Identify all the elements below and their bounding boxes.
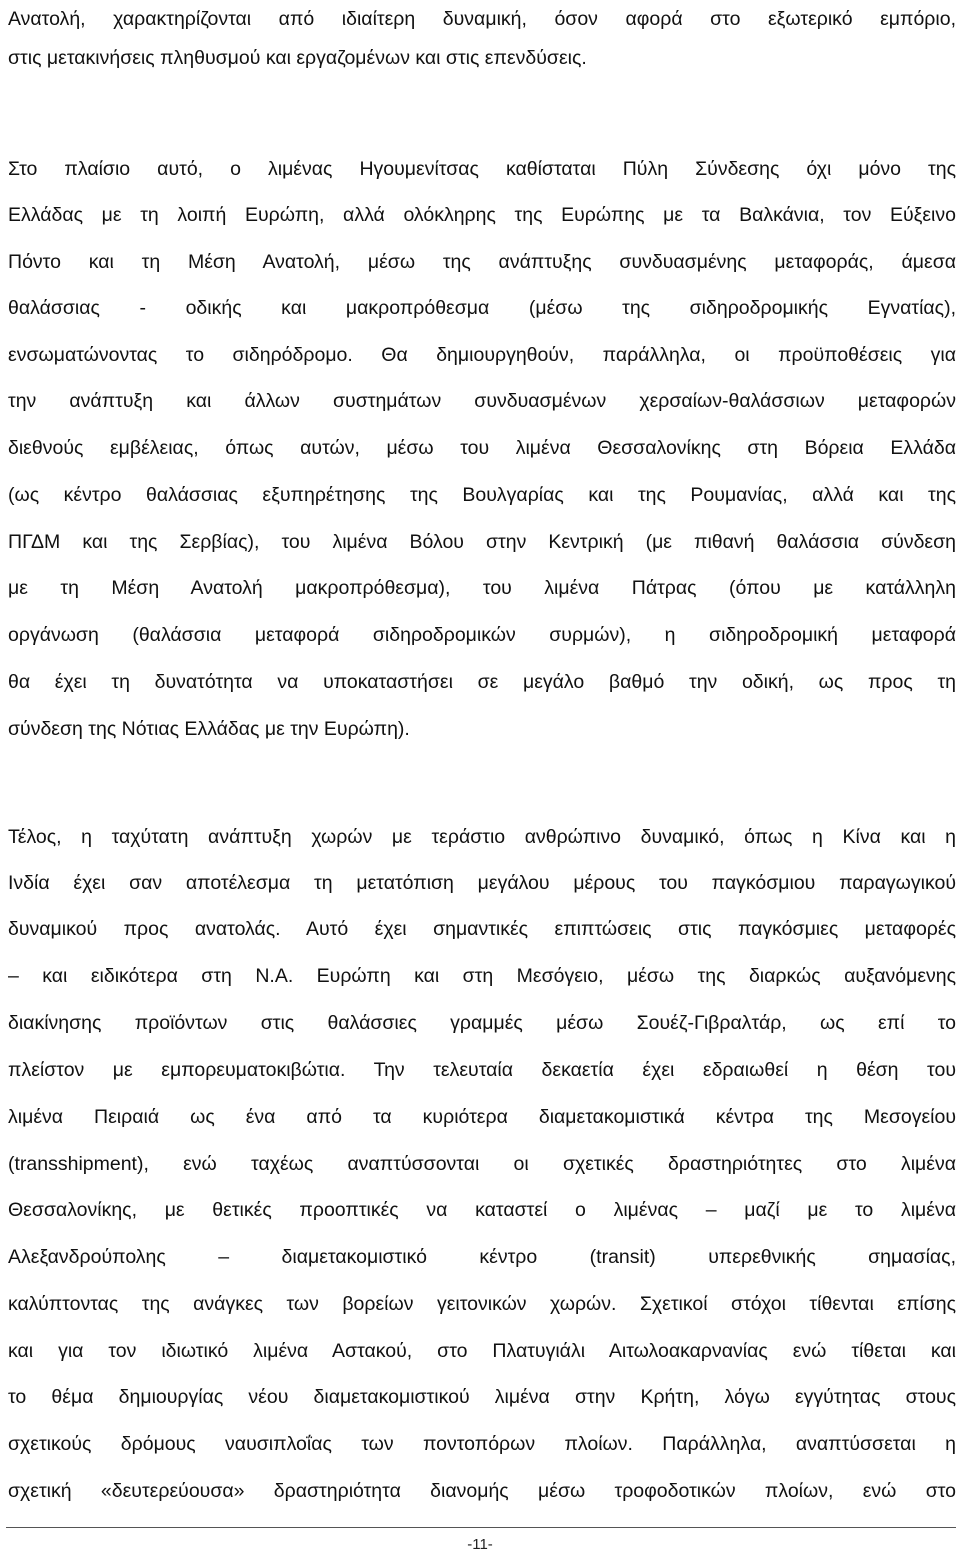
text-line: σχετικούς δρόμους ναυσιπλοΐας των ποντοπόρων πλοίων. Παράλληλα, αναπτύσσεται η [8, 1433, 956, 1455]
text-line: (ως κέντρο θαλάσσιας εξυπηρέτησης της Βουλγαρίας και της Ρουμανίας, αλλά και της [8, 484, 956, 506]
text-line: Ανατολή, χαρακτηρίζονται από ιδιαίτερη δυναμική, όσον αφορά στο εξωτερικό εμπόριο, [8, 8, 956, 30]
text-line: Πόντο και τη Μέση Ανατολή, μέσω της ανάπτυξης συνδυασμένης μεταφοράς, άμεσα [8, 251, 956, 273]
text-line: την ανάπτυξη και άλλων συστημάτων συνδυασμένων χερσαίων-θαλάσσιων μεταφορών [8, 390, 956, 412]
text-line: στις μετακινήσεις πληθυσμού και εργαζομένων και στις επενδύσεις. [8, 47, 587, 69]
text-line: Στο πλαίσιο αυτό, ο λιμένας Ηγουμενίτσας καθίσταται Πύλη Σύνδεσης όχι μόνο της [8, 158, 956, 180]
text-line: σχετική «δευτερεύουσα» δραστηριότητα διανομής μέσω τροφοδοτικών πλοίων, ενώ στο [8, 1480, 956, 1502]
text-line: Ελλάδας με τη λοιπή Ευρώπη, αλλά ολόκληρης της Ευρώπης με τα Βαλκάνια, τον Εύξεινο [8, 204, 956, 226]
footer-divider [6, 1527, 956, 1528]
text-line: Ινδία έχει σαν αποτέλεσμα τη μετατόπιση μεγάλου μέρους του παγκόσμιου παραγωγικού [8, 872, 956, 894]
text-line: πλείστον με εμπορευματοκιβώτια. Την τελευταία δεκαετία έχει εδραιωθεί η θέση του [8, 1059, 956, 1081]
text-line: θα έχει τη δυνατότητα να υποκαταστήσει σε μεγάλο βαθμό την οδική, ως προς τη [8, 671, 956, 693]
text-line: διεθνούς εμβέλειας, όπως αυτών, μέσω του λιμένα Θεσσαλονίκης στη Βόρεια Ελλάδα [8, 437, 956, 459]
text-line: (transshipment), ενώ ταχέως αναπτύσσονται οι σχετικές δραστηριότητες στο λιμένα [8, 1153, 956, 1175]
text-line: καλύπτοντας της ανάγκες των βορείων γειτονικών χωρών. Σχετικοί στόχοι τίθενται επίσης [8, 1293, 956, 1315]
page-number: -11- [467, 1536, 493, 1553]
text-line: θαλάσσιας - οδικής και μακροπρόθεσμα (μέσω της σιδηροδρομικής Εγνατίας), [8, 297, 956, 319]
text-line: και για τον ιδιωτικό λιμένα Αστακού, στο Πλατυγιάλι Αιτωλοακαρνανίας ενώ τίθεται και [8, 1340, 956, 1362]
text-line: – και ειδικότερα στη Ν.Α. Ευρώπη και στη Μεσόγειο, μέσω της διαρκώς αυξανόμενης [8, 965, 956, 987]
text-line: οργάνωση (θαλάσσια μεταφορά σιδηροδρομικών συρμών), η σιδηροδρομική μεταφορά [8, 624, 956, 646]
text-line: δυναμικού προς ανατολάς. Αυτό έχει σημαντικές επιπτώσεις στις παγκόσμιες μεταφορές [8, 918, 956, 940]
text-line: διακίνησης προϊόντων στις θαλάσσιες γραμμές μέσω Σουέζ-Γιβραλτάρ, ως επί το [8, 1012, 956, 1034]
text-line: ενσωματώνοντας το σιδηρόδρομο. Θα δημιουργηθούν, παράλληλα, οι προϋποθέσεις για [8, 344, 956, 366]
text-line: λιμένα Πειραιά ως ένα από τα κυριότερα διαμετακομιστικά κέντρα της Μεσογείου [8, 1106, 956, 1128]
text-line: με τη Μέση Ανατολή μακροπρόθεσμα), του λιμένα Πάτρας (όπου με κατάλληλη [8, 577, 956, 599]
text-line: Αλεξανδρούπολης – διαμετακομιστικό κέντρο (transit) υπερεθνικής σημασίας, [8, 1246, 956, 1268]
text-line: ΠΓΔΜ και της Σερβίας), του λιμένα Βόλου στην Κεντρική (με πιθανή θαλάσσια σύνδεση [8, 531, 956, 553]
text-line: το θέμα δημιουργίας νέου διαμετακομιστικού λιμένα στην Κρήτη, λόγω εγγύτητας στους [8, 1386, 956, 1408]
text-line: Τέλος, η ταχύτατη ανάπτυξη χωρών με τεράστιο ανθρώπινο δυναμικό, όπως η Κίνα και η [8, 826, 956, 848]
text-line: Θεσσαλονίκης, με θετικές προοπτικές να καταστεί ο λιμένας – μαζί με το λιμένα [8, 1199, 956, 1221]
text-line: σύνδεση της Νότιας Ελλάδας με την Ευρώπη). [8, 718, 410, 740]
